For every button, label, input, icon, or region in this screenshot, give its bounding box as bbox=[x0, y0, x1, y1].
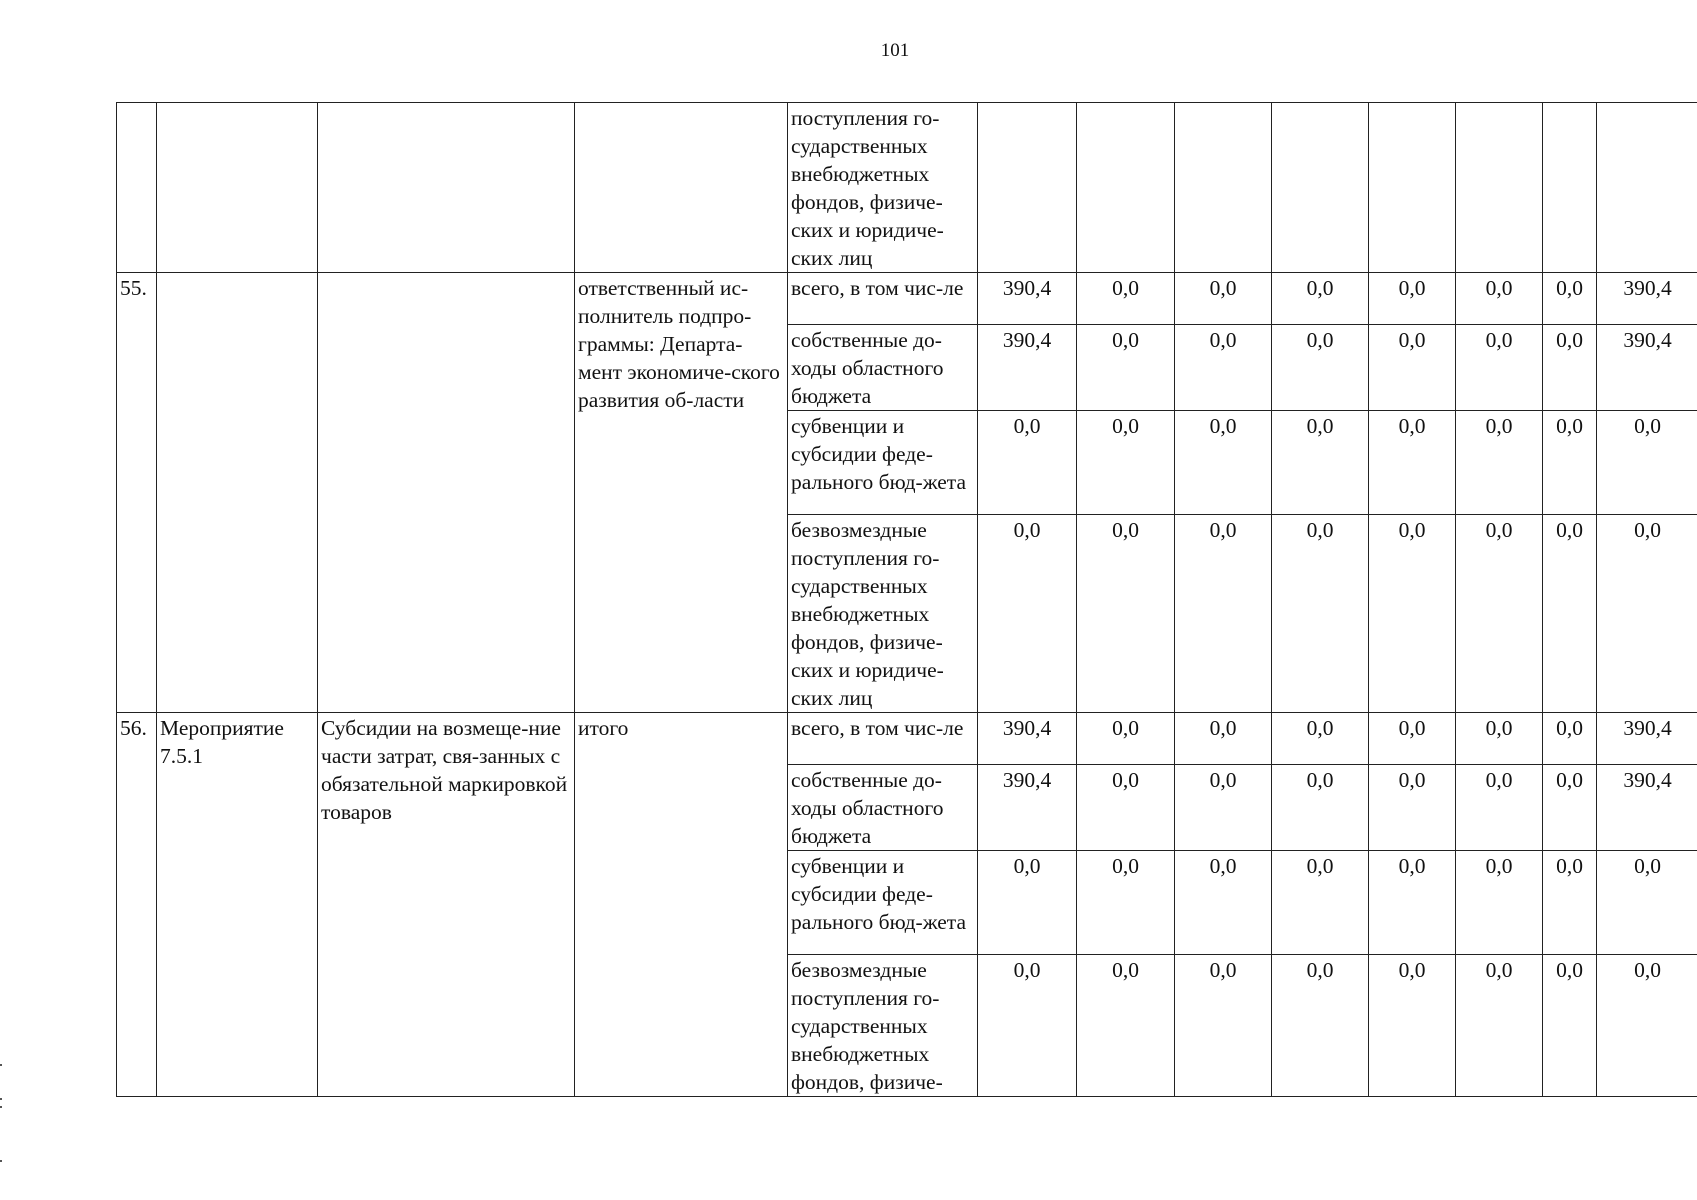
row-number-cell: 56. bbox=[117, 713, 157, 1097]
value-cell: 0,0 bbox=[1369, 273, 1456, 325]
value-cell: 0,0 bbox=[1543, 713, 1597, 765]
row-number-cell: 55. bbox=[117, 273, 157, 713]
value-cell: 390,4 bbox=[978, 325, 1077, 411]
row-number-cell bbox=[117, 103, 157, 273]
value-cell: 390,4 bbox=[978, 273, 1077, 325]
value-cell bbox=[1543, 103, 1597, 273]
value-cell: 0,0 bbox=[1272, 515, 1369, 713]
value-cell: 0,0 bbox=[1175, 325, 1272, 411]
table-row bbox=[117, 273, 1697, 325]
value-cell: 390,4 bbox=[1597, 273, 1697, 325]
value-cell: 0,0 bbox=[1272, 325, 1369, 411]
executor-cell bbox=[575, 103, 788, 273]
value-cell: 0,0 bbox=[1369, 955, 1456, 1097]
funding-source-cell: собственные до-ходы областного бюджета bbox=[788, 765, 978, 851]
page-number: 101 bbox=[880, 40, 910, 61]
value-cell bbox=[1175, 103, 1272, 273]
value-cell: 0,0 bbox=[978, 411, 1077, 515]
value-cell: 0,0 bbox=[978, 515, 1077, 713]
value-cell: 0,0 bbox=[1369, 713, 1456, 765]
value-cell: 0,0 bbox=[1175, 411, 1272, 515]
value-cell: 0,0 bbox=[1077, 765, 1175, 851]
description-cell bbox=[318, 273, 575, 713]
value-cell: 0,0 bbox=[1543, 955, 1597, 1097]
funding-source-cell: собственные до-ходы областного бюджета bbox=[788, 325, 978, 411]
value-cell: 0,0 bbox=[1077, 955, 1175, 1097]
value-cell: 0,0 bbox=[1175, 713, 1272, 765]
table-row bbox=[117, 713, 1697, 765]
table-row-continuation bbox=[117, 103, 1697, 273]
value-cell: 0,0 bbox=[1369, 765, 1456, 851]
value-cell: 0,0 bbox=[1077, 411, 1175, 515]
value-cell: 0,0 bbox=[1543, 515, 1597, 713]
funding-source-cell: безвозмездные поступления го-сударственных внебюджетных фондов, физиче-ских и юридиче-ских лиц bbox=[788, 515, 978, 713]
value-cell: 0,0 bbox=[1456, 273, 1543, 325]
value-cell: 0,0 bbox=[1175, 765, 1272, 851]
value-cell: 0,0 bbox=[1456, 713, 1543, 765]
value-cell: 0,0 bbox=[1272, 273, 1369, 325]
value-cell: 0,0 bbox=[1077, 273, 1175, 325]
value-cell: 0,0 bbox=[978, 851, 1077, 955]
value-cell: 0,0 bbox=[1175, 955, 1272, 1097]
value-cell: 0,0 bbox=[1543, 273, 1597, 325]
value-cell: 0,0 bbox=[1456, 851, 1543, 955]
value-cell: 0,0 bbox=[1456, 955, 1543, 1097]
value-cell: 0,0 bbox=[1543, 765, 1597, 851]
funding-source-cell: поступления го-сударственных внебюджетных фондов, физиче-ских и юридиче-ских лиц bbox=[788, 103, 978, 273]
funding-source-cell: всего, в том чис-ле bbox=[788, 713, 978, 765]
value-cell: 0,0 bbox=[1543, 851, 1597, 955]
value-cell: 0,0 bbox=[1272, 955, 1369, 1097]
value-cell: 0,0 bbox=[1597, 411, 1697, 515]
value-cell: 0,0 bbox=[1456, 325, 1543, 411]
name-cell bbox=[157, 273, 318, 713]
value-cell: 0,0 bbox=[1175, 515, 1272, 713]
value-cell: 390,4 bbox=[1597, 765, 1697, 851]
value-cell: 0,0 bbox=[1597, 955, 1697, 1097]
value-cell: 0,0 bbox=[1272, 411, 1369, 515]
value-cell: 0,0 bbox=[1597, 851, 1697, 955]
value-cell: 0,0 bbox=[1369, 325, 1456, 411]
value-cell: 390,4 bbox=[1597, 713, 1697, 765]
description-cell bbox=[318, 103, 575, 273]
value-cell: 0,0 bbox=[1077, 851, 1175, 955]
value-cell: 390,4 bbox=[1597, 325, 1697, 411]
value-cell: 0,0 bbox=[1077, 713, 1175, 765]
value-cell: 0,0 bbox=[1543, 411, 1597, 515]
value-cell bbox=[978, 103, 1077, 273]
funding-source-cell: всего, в том чис-ле bbox=[788, 273, 978, 325]
table-body bbox=[117, 103, 1697, 1097]
executor-cell: ответственный ис-полнитель подпро-граммы: Департа-мент экономиче-ского развития об-ласти bbox=[575, 273, 788, 713]
value-cell: 0,0 bbox=[1077, 515, 1175, 713]
value-cell: 0,0 bbox=[1175, 851, 1272, 955]
value-cell: 0,0 bbox=[1272, 851, 1369, 955]
value-cell: 390,4 bbox=[978, 765, 1077, 851]
value-cell: 0,0 bbox=[1597, 515, 1697, 713]
description-cell: Субсидии на возмеще-ние части затрат, свя-занных с обязательной маркировкой товаров bbox=[318, 713, 575, 1097]
value-cell bbox=[1077, 103, 1175, 273]
value-cell bbox=[1597, 103, 1697, 273]
value-cell: 0,0 bbox=[1456, 411, 1543, 515]
value-cell: 0,0 bbox=[1175, 273, 1272, 325]
value-cell: 0,0 bbox=[1369, 851, 1456, 955]
name-cell bbox=[157, 103, 318, 273]
value-cell bbox=[1369, 103, 1456, 273]
scan-marks bbox=[0, 1050, 6, 1170]
name-cell: Мероприятие 7.5.1 bbox=[157, 713, 318, 1097]
value-cell: 390,4 bbox=[978, 713, 1077, 765]
executor-cell: итого bbox=[575, 713, 788, 1097]
value-cell: 0,0 bbox=[1272, 713, 1369, 765]
value-cell bbox=[1272, 103, 1369, 273]
value-cell: 0,0 bbox=[1077, 325, 1175, 411]
value-cell: 0,0 bbox=[1543, 325, 1597, 411]
value-cell: 0,0 bbox=[978, 955, 1077, 1097]
value-cell bbox=[1456, 103, 1543, 273]
value-cell: 0,0 bbox=[1369, 411, 1456, 515]
value-cell: 0,0 bbox=[1272, 765, 1369, 851]
budget-table bbox=[116, 102, 1697, 1097]
value-cell: 0,0 bbox=[1456, 515, 1543, 713]
funding-source-cell: субвенции и субсидии феде-рального бюд-жета bbox=[788, 851, 978, 955]
value-cell: 0,0 bbox=[1456, 765, 1543, 851]
value-cell: 0,0 bbox=[1369, 515, 1456, 713]
funding-source-cell: субвенции и субсидии феде-рального бюд-жета bbox=[788, 411, 978, 515]
funding-source-cell: безвозмездные поступления го-сударственных внебюджетных фондов, физиче- bbox=[788, 955, 978, 1097]
